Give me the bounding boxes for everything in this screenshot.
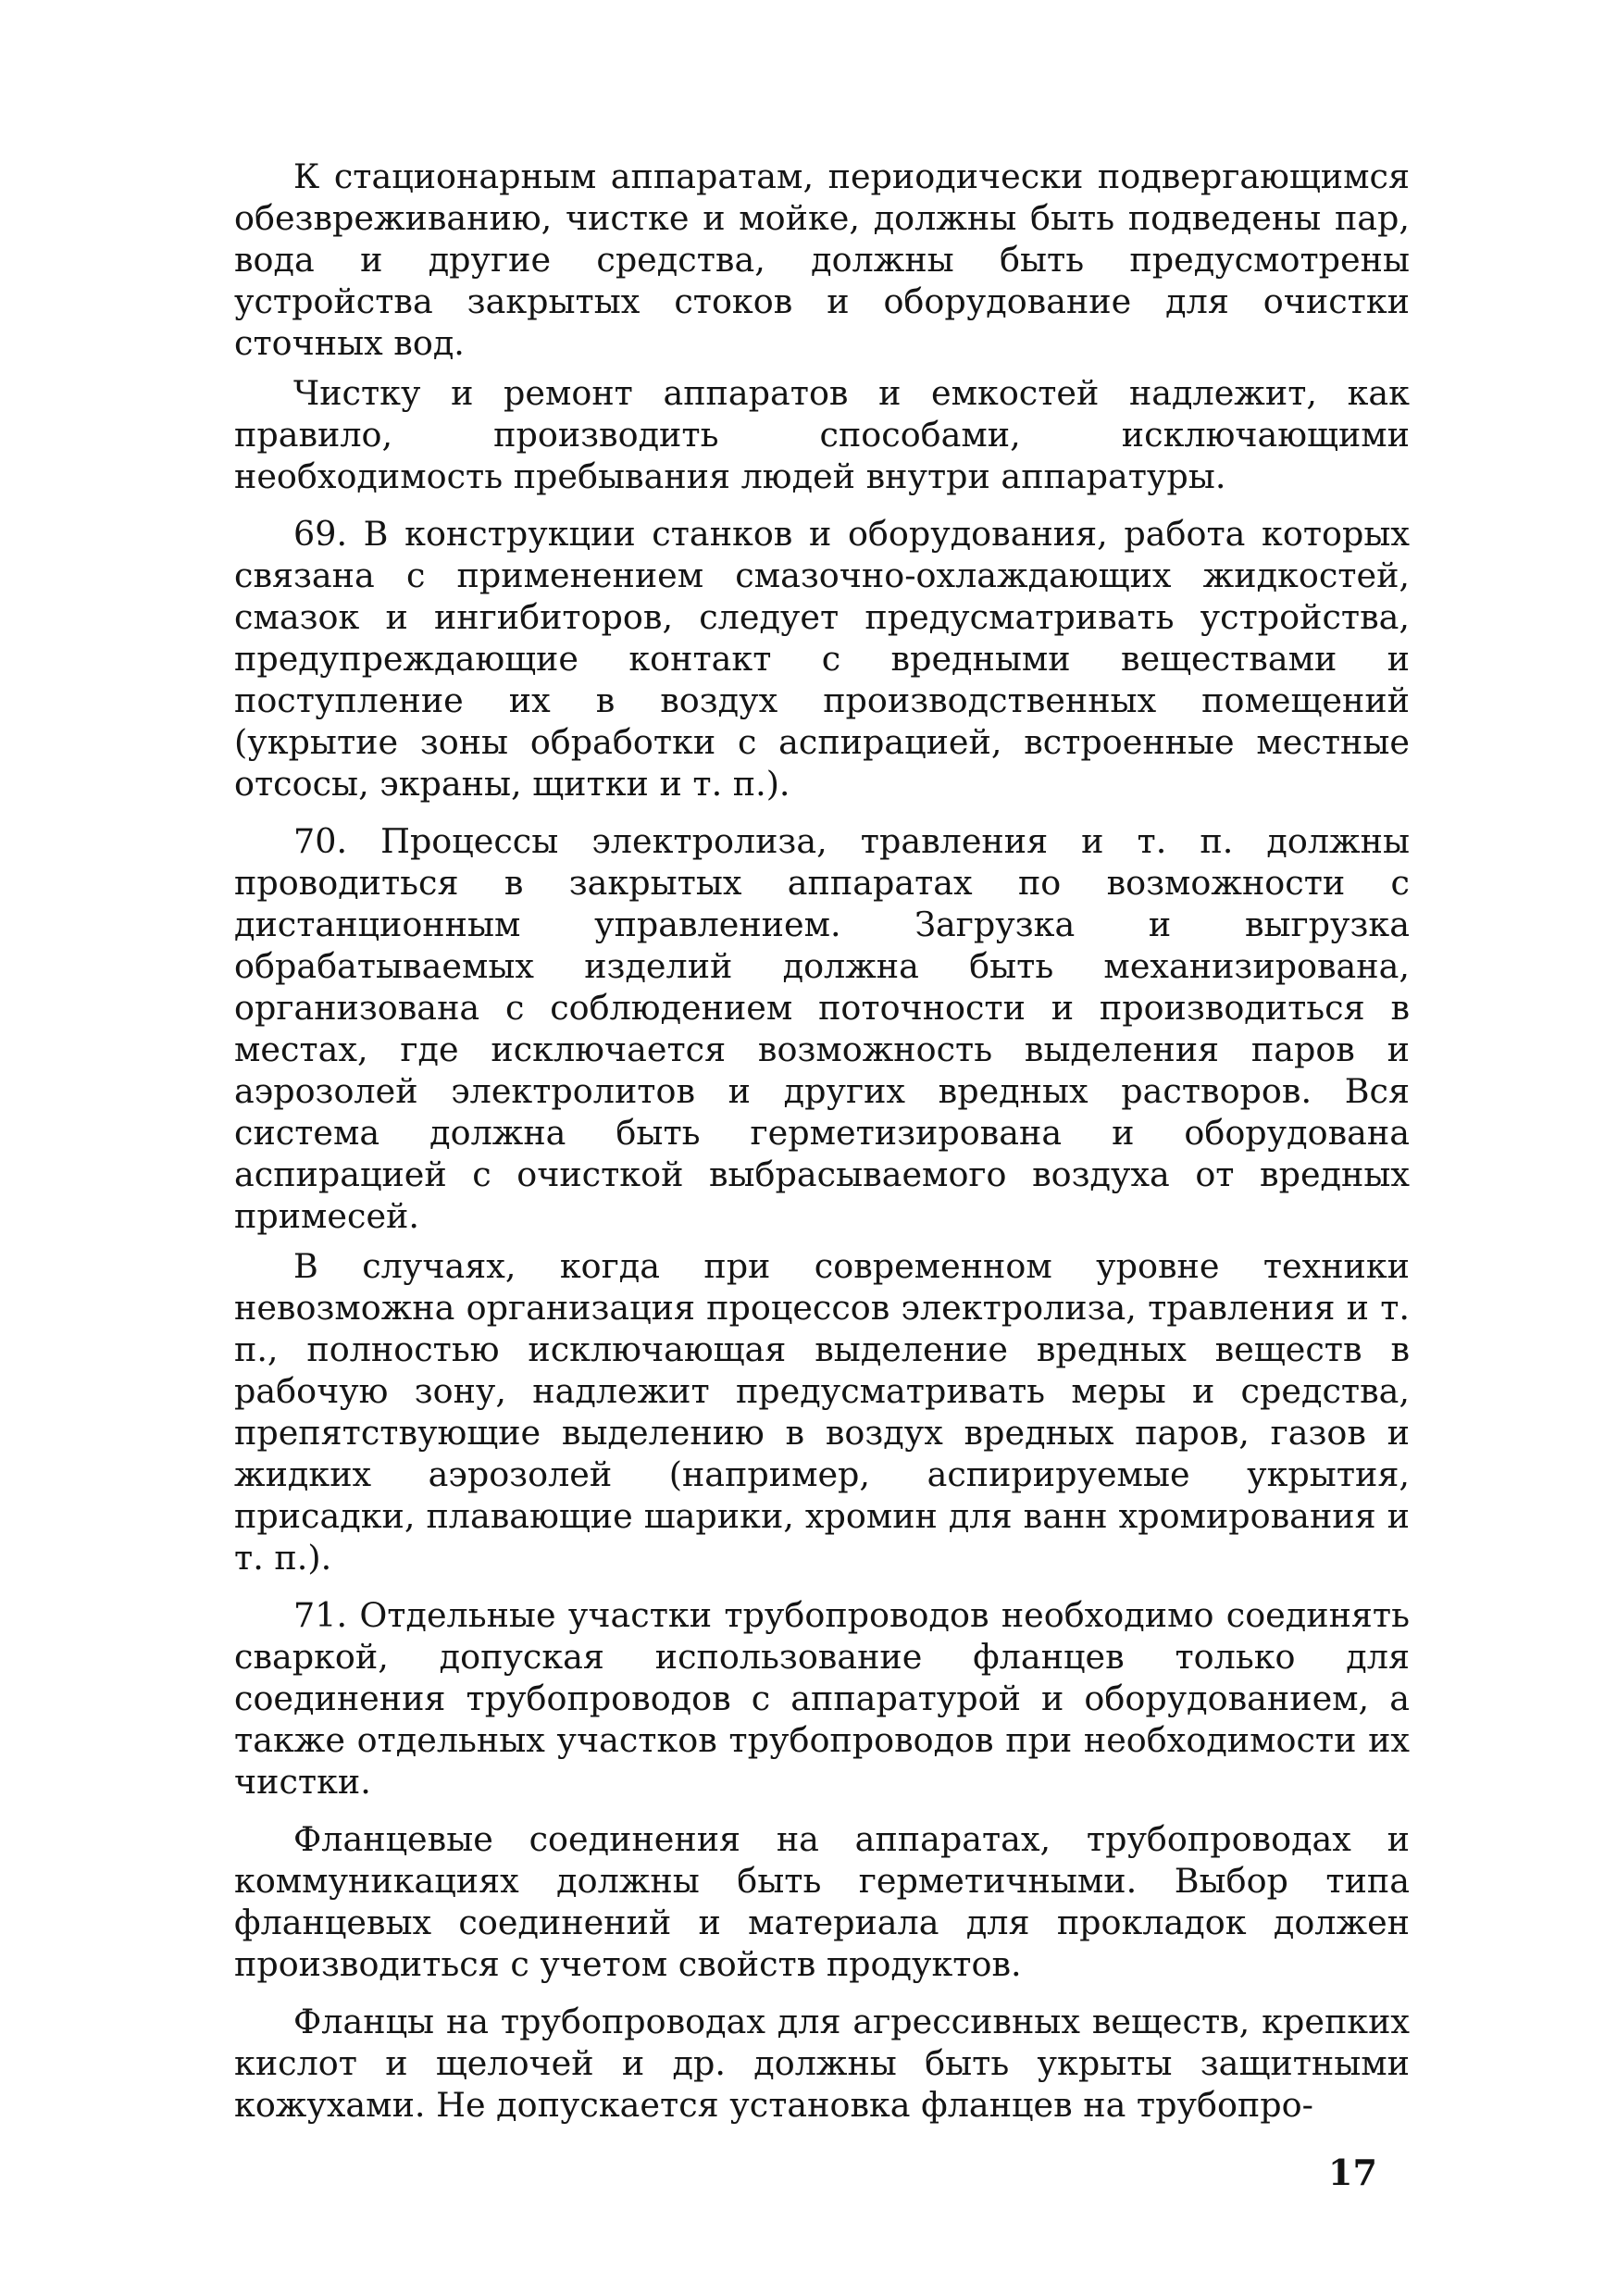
paragraph-clause-69: 69. В конструкции станков и оборудования, работа которых связана с применением смазочно-охлаждающих жидкостей, смазок и ингибиторов, следует предусматривать устройства, предупреждающие контакт с вредными веществами и поступление их в воздух производственных помещений (укрытие зоны обработки с аспирацией, встроенные местные отсосы, экраны, щитки и т. п.). bbox=[234, 514, 1410, 804]
paragraph-cleaning-repair: Чистку и ремонт аппаратов и емкостей надлежит, как правило, производить способами, исключающими необходимость пребывания людей внутри аппаратуры. bbox=[234, 373, 1410, 496]
page-number: 17 bbox=[1328, 2152, 1377, 2193]
paragraph-clause-70: 70. Процессы электролиза, травления и т. п. должны проводиться в закрытых аппаратах по возможности с дистанционным управлением. Загрузка и выгрузка обрабатываемых изделий должна быть механизирована, организована с соблюдением поточности и производиться в местах, где исключается возможность выделения паров и аэрозолей электролитов и других вредных растворов. Вся система должна быть герметизирована и оборудована аспирацией с очисткой выбрасываемого воздуха от вредных примесей. bbox=[234, 821, 1410, 1236]
paragraph-flange-connections: Фланцевые соединения на аппаратах, трубопроводах и коммуникациях должны быть герметичными. Выбор типа фланцевых соединений и материала для прокладок должен производиться с учетом свойств продуктов. bbox=[234, 1819, 1410, 1984]
paragraph-flange-covers: Фланцы на трубопроводах для агрессивных веществ, крепких кислот и щелочей и др. должны быть укрыты защитными кожухами. Не допускается установка фланцев на трубопро- bbox=[234, 2002, 1410, 2125]
paragraph-clause-71: 71. Отдельные участки трубопроводов необходимо соединять сваркой, допуская использование фланцев только для соединения трубопроводов с аппаратурой и оборудованием, а также отдельных участков трубопроводов при необходимости их чистки. bbox=[234, 1595, 1410, 1802]
body-text bbox=[234, 156, 1410, 2126]
paragraph-stationary-apparatus: К стационарным аппаратам, периодически подвергающимся обезвреживанию, чистке и мойке, должны быть подведены пар, вода и другие средства, должны быть предусмотрены устройства закрытых стоков и оборудование для очистки сточных вод. bbox=[234, 156, 1410, 363]
paragraph-electrolysis-cases: В случаях, когда при современном уровне техники невозможна организация процессов электролиза, травления и т. п., полностью исключающая выделение вредных веществ в рабочую зону, надлежит предусматривать меры и средства, препятствующие выделению в воздух вредных паров, газов и жидких аэрозолей (например, аспирируемые укрытия, присадки, плавающие шарики, хромин для ванн хромирования и т. п.). bbox=[234, 1246, 1410, 1578]
